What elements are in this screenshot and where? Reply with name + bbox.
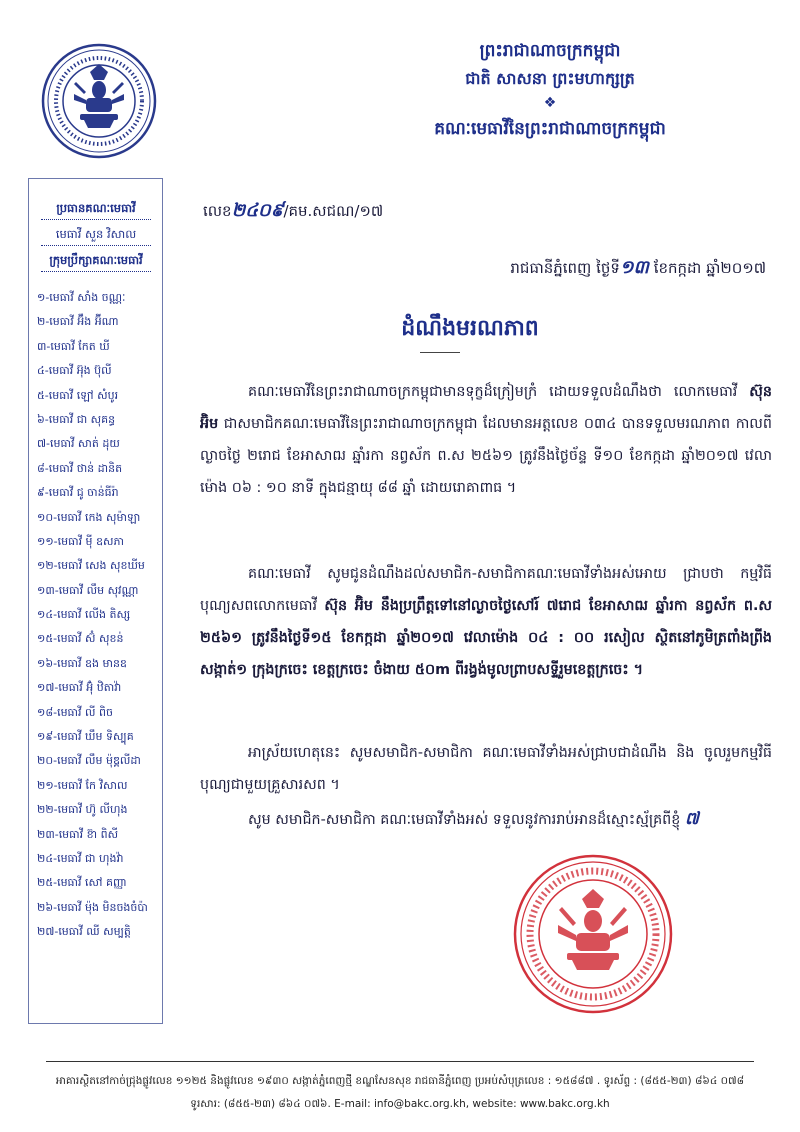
signature-mark: ៧ bbox=[684, 809, 699, 829]
council-member: ៤-មេធាវី អ៊ុង ប៊ុលី bbox=[37, 364, 112, 378]
sidebar-divider bbox=[41, 219, 151, 220]
council-member: ១៨-មេធាវី លី ពិច bbox=[37, 705, 113, 719]
date-suffix: ខែកក្កដា ឆ្នាំ២០១៧ bbox=[648, 259, 766, 277]
sidebar-divider bbox=[41, 271, 151, 272]
council-sidebar bbox=[28, 178, 163, 1024]
council-member: ២០-មេធាវី លឹម ម៉ុឌ្គលីដា bbox=[37, 754, 141, 768]
paragraph-1 bbox=[200, 376, 772, 504]
document-title: ដំណឹងមរណភាព bbox=[401, 316, 539, 341]
date-day: ១៣ bbox=[619, 257, 649, 278]
paragraph-1-text-b: ជាសមាជិកគណៈមេធាវីនៃព្រះរាជាណាចក្រកម្ពុជា ដែលមានអត្តលេខ ០៣៤ បានទទួលមរណភាព កាលពីល្ងាចថ្ងៃ ២រោជ ខែអាសាឍ ឆ្នាំរកា នព្វស័ក ព.ស ២៥៦១ ត្រូវនឹងថ្ងៃច័ន្ទ ទី១០ ខែកក្កដា ឆ្នាំ២០១៧ វេលាម៉ោង ០៦ : ១០ នាទី ក្នុងជន្មាយុ ៨៨ ឆ្នាំ ដោយរោគាពាធ ។ bbox=[200, 416, 772, 496]
president-heading: ប្រធានគណៈមេធាវី bbox=[56, 201, 136, 215]
bar-association-logo bbox=[40, 42, 158, 160]
paragraph-2 bbox=[200, 558, 772, 686]
council-member: ៨-មេធាវី ថាន់ ដានិត bbox=[37, 461, 123, 475]
council-member: ២២-មេធាវី ហ៊ូ លីហុង bbox=[37, 803, 128, 817]
council-member: ៩-មេធាវី ជូ ចាន់ធីរ៉ា bbox=[37, 486, 119, 500]
council-member: ៥-មេធាវី ឡៅ សំបូរ bbox=[37, 388, 119, 402]
bar-association-name: គណៈមេធាវីនៃព្រះរាជាណាចក្រកម្ពុជា bbox=[434, 119, 666, 139]
paragraph-3: អាស្រ័យហេតុនេះ សូមសមាជិក-សមាជិកា គណៈមេធាវីទាំងអស់ជ្រាបជាដំណឹង និង ចូលរួមកម្មវិធីបុណ្យជាមួយគ្រួសារសព ។ bbox=[200, 745, 772, 793]
president-name: មេធាវី សួន វិសាល bbox=[55, 227, 137, 241]
council-member: ៧-មេធាវី សាត់ ដុយ bbox=[37, 437, 120, 451]
council-member: ២៣-មេធាវី ខ៊ា ពិសី bbox=[37, 827, 119, 841]
council-member: ២១-មេធាវី កែ វិសាល bbox=[37, 778, 128, 792]
council-heading: ក្រុមប្រឹក្សាគណៈមេធាវី bbox=[49, 253, 143, 267]
closing-text: សូម សមាជិក-សមាជិកា គណៈមេធាវីទាំងអស់ ទទួលនូវការរាប់អានដ៏ស្មោះស្ម័គ្រពីខ្ញុំ bbox=[248, 812, 685, 828]
sidebar-divider bbox=[41, 245, 151, 246]
header-ornament-icon: ❖ bbox=[543, 95, 557, 111]
paragraph-2-text-a: គណៈមេធាវី សូមជូនដំណឹងដល់សមាជិក-សមាជិកាគណៈមេធាវីទាំងអស់អោយ ជ្រាបថា កម្មវិធីបុណ្យសពលោកមេធាវី bbox=[200, 566, 772, 614]
official-seal bbox=[512, 853, 674, 1015]
council-member: ៦-មេធាវី ជា សុគន្ធ bbox=[37, 412, 116, 426]
council-member: ២៧-មេធាវី ឈី សម្បត្តិ bbox=[37, 925, 131, 939]
date-prefix: រាជធានីភ្នំពេញ ថ្ងៃទី bbox=[510, 259, 620, 277]
council-member: ១១-មេធាវី ម៉ី ឧសភា bbox=[37, 534, 124, 548]
date-line bbox=[300, 255, 766, 282]
council-member: ១២-មេធាវី សេង សុខឃីម bbox=[37, 559, 145, 573]
council-member: ១៧-មេធាវី អ៊ុំ ឋិតាវ៉ា bbox=[37, 681, 122, 695]
deceased-name: ស៊ុន អ៊ិម bbox=[324, 598, 373, 614]
closing-line bbox=[248, 803, 788, 836]
reference-line bbox=[203, 198, 383, 225]
paragraph-1-text-a: គណៈមេធាវីនៃព្រះរាជាណាចក្រកម្ពុជាមានទុក្ខដ៏ក្រៀមក្រំ ដោយទទួលដំណឹងថា លោកមេធាវី bbox=[248, 384, 750, 400]
council-member: ២-មេធាវី អ៊ឹង អ៊ីណា bbox=[37, 315, 119, 329]
council-member: ១៥-មេធាវី ស៊ំ សុខន់ bbox=[37, 632, 124, 646]
kingdom-title: ព្រះរាជាណាចក្រកម្ពុជា bbox=[479, 41, 621, 61]
council-member: ១៣-មេធាវី លឹម សុវណ្ណា bbox=[37, 583, 139, 597]
council-member: ១០-មេធាវី កេង សុម៉ាឡា bbox=[37, 510, 141, 524]
title-underline bbox=[420, 352, 460, 353]
reference-suffix: /គម.សជណ/១៧ bbox=[283, 202, 384, 220]
council-member: ១៤-មេធាវី លើង តិស្ស bbox=[37, 608, 131, 622]
footer-contact: ទូរសារ: (៨៥៥-២៣) ៨៦៤ ០៧៦. E-mail: info@bakc.org.kh, website: www.bakc.org.kh bbox=[190, 1098, 610, 1110]
paragraph-2-text-b: នឹងប្រព្រឹត្តទៅនៅល្ងាចថ្ងៃសៅរ៍ ៧រោជ ខែអាសាឍ ឆ្នាំរកា នព្វស័ក ព.ស ២៥៦១ ត្រូវនឹងថ្ងៃទី១៥ ខែកក្កដា ឆ្នាំ២០១៧ វេលាម៉ោង ០៤ : ០០ រសៀល ស្ថិតនៅភូមិត្រពាំងព្រីង សង្កាត់១ ក្រុងក្រចេះ ខេត្តក្រចេះ ចំងាយ ៥០m ពីរង្វង់មូលព្រាបសទ្ទីរួមខេត្តក្រចេះ ។ bbox=[200, 598, 772, 678]
deceased-name: ស៊ុន អ៊ិម bbox=[200, 384, 772, 432]
national-motto: ជាតិ សាសនា ព្រះមហាក្សត្រ bbox=[465, 69, 635, 88]
reference-prefix: លេខ bbox=[203, 202, 232, 220]
reference-number: ២៤០៩ bbox=[231, 200, 284, 221]
council-member: ៣-មេធាវី កែត ឃី bbox=[37, 339, 110, 353]
council-member-list bbox=[37, 286, 163, 945]
council-member: ២៥-មេធាវី សៅ គញ្ញា bbox=[37, 876, 127, 890]
council-member: ១៦-មេធាវី ឧង មានឧ bbox=[37, 656, 127, 670]
council-member: ២៤-មេធាវី ជា ហុងវ៉ា bbox=[37, 851, 124, 865]
footer-divider bbox=[46, 1061, 754, 1062]
council-member: ២៦-មេធាវី ម៉ុង មិនចងចំប៉ា bbox=[37, 900, 148, 914]
footer-address: អាគារស្ថិតនៅកាច់ជ្រុងផ្លូវលេខ ១១២៥ និងផ្លូវលេខ ១៩៣០ សង្កាត់ភ្នំពេញថ្មី ខណ្ឌសែនសុខ រាជធានីភ្នំពេញ ប្រអប់សំបុត្រលេខ : ១៥៨៨៧ . ទូរស័ព្ទ : (៨៥៥-២៣) ៨៦៤ ០៧៨ bbox=[55, 1075, 745, 1087]
council-member: ១-មេធាវី សាំង ចណ្ណៈ bbox=[37, 291, 126, 304]
council-member: ១៩-មេធាវី ឃឹម ទិស្បុគ bbox=[37, 730, 134, 744]
